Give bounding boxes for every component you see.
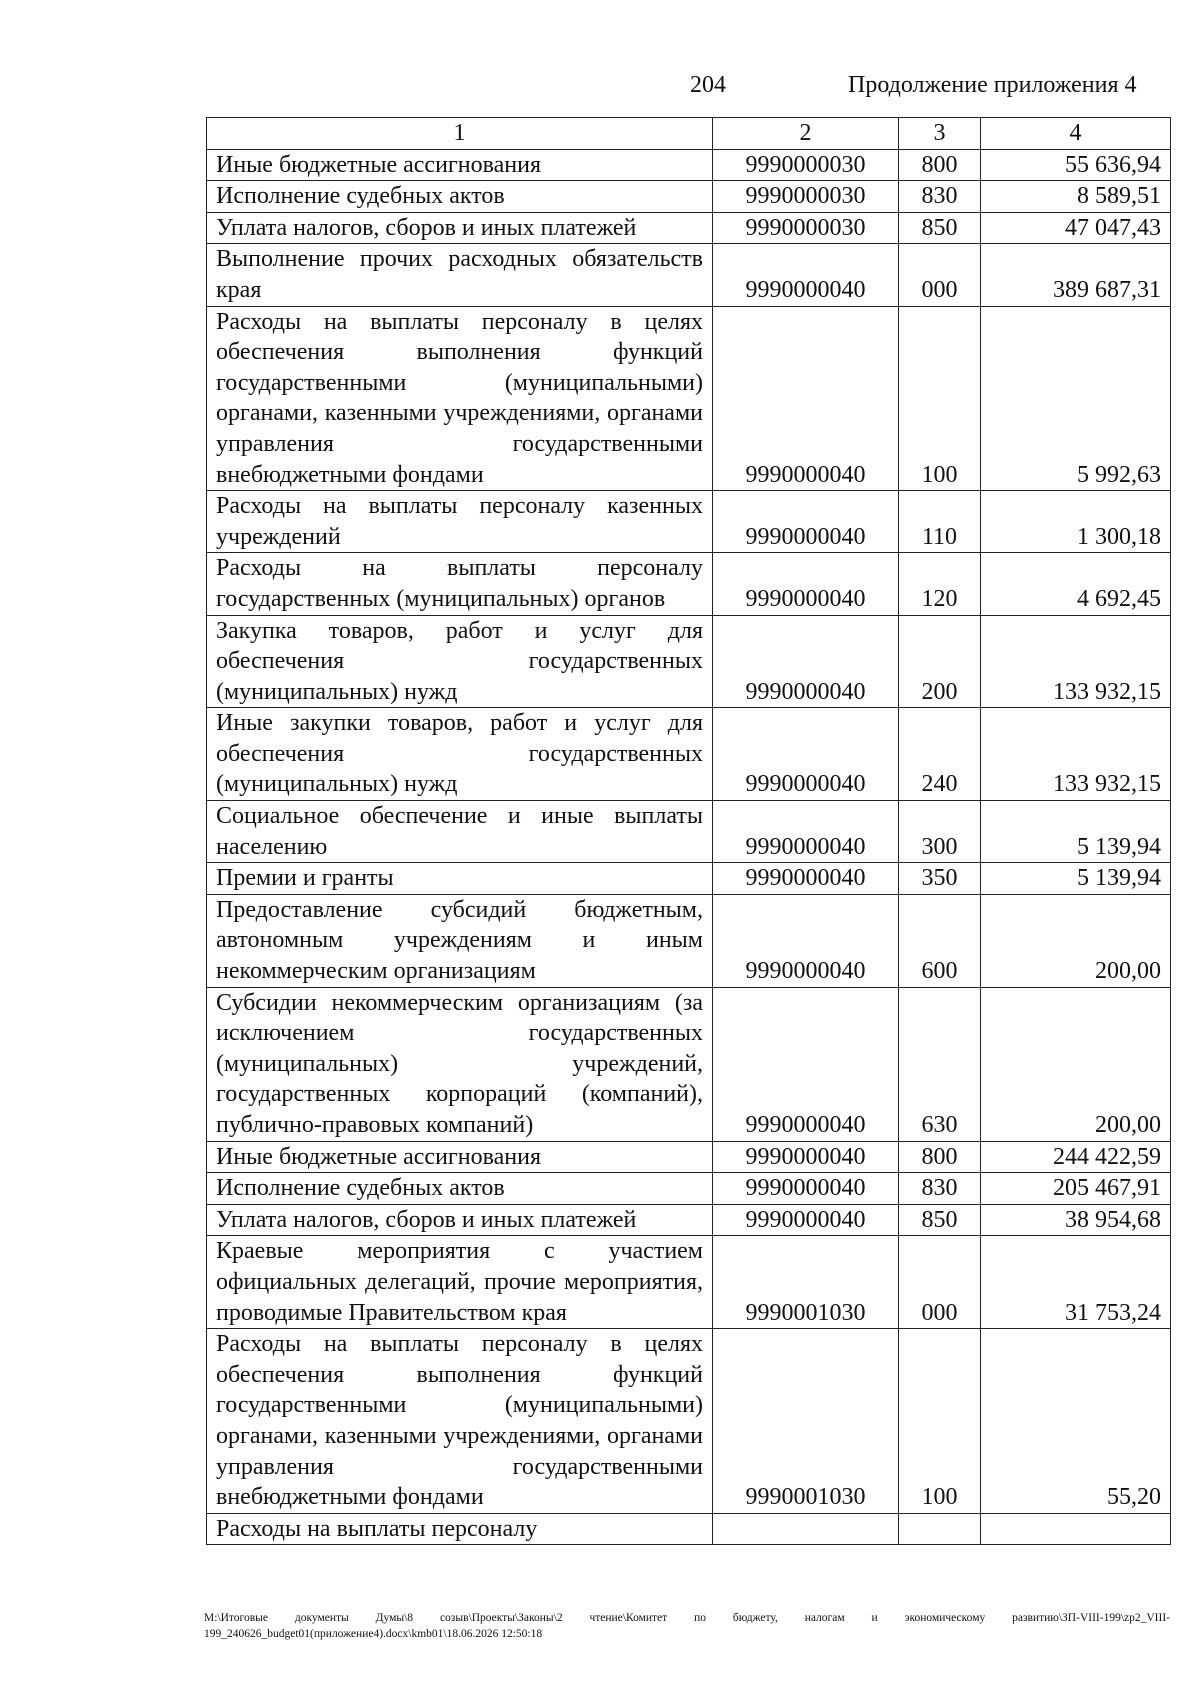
row-code-cell: 9990000040: [713, 553, 899, 615]
row-sum-cell: 31 753,24: [981, 1236, 1171, 1329]
table-row: [207, 1236, 1171, 1329]
row-sum-cell: 133 932,15: [981, 708, 1171, 801]
row-code-cell: 9990000040: [713, 1204, 899, 1236]
row-expense-type-cell: 850: [899, 1204, 981, 1236]
row-sum-cell: 1 300,18: [981, 491, 1171, 553]
row-sum-cell: 205 467,91: [981, 1173, 1171, 1205]
row-name-cell: Уплата налогов, сборов и иных платежей: [207, 212, 713, 244]
row-sum-cell: 244 422,59: [981, 1141, 1171, 1173]
row-sum-cell: 200,00: [981, 987, 1171, 1141]
row-name-cell: Иные закупки товаров, работ и услуг для обеспечения государственных (муниципальных) нужд: [207, 708, 713, 801]
row-sum-cell: 389 687,31: [981, 244, 1171, 306]
row-name-cell: Расходы на выплаты персоналу казенных учреждений: [207, 491, 713, 553]
table-row: [207, 212, 1171, 244]
row-expense-type-cell: 100: [899, 1329, 981, 1514]
row-code-cell: [713, 1513, 899, 1545]
row-sum-cell: 55,20: [981, 1329, 1171, 1514]
row-code-cell: 9990000030: [713, 149, 899, 181]
table-row: [207, 801, 1171, 863]
row-name-cell: Уплата налогов, сборов и иных платежей: [207, 1204, 713, 1236]
row-code-cell: 9990000040: [713, 306, 899, 491]
row-expense-type-cell: 240: [899, 708, 981, 801]
row-sum-cell: [981, 1513, 1171, 1545]
column-header-2: 2: [713, 118, 899, 150]
row-code-cell: 9990000030: [713, 181, 899, 213]
table-row: [207, 708, 1171, 801]
table-row: [207, 1173, 1171, 1205]
row-expense-type-cell: 200: [899, 615, 981, 708]
table-row: [207, 181, 1171, 213]
table-row: [207, 149, 1171, 181]
row-sum-cell: 55 636,94: [981, 149, 1171, 181]
budget-table-body: [207, 118, 1171, 1545]
table-row: [207, 615, 1171, 708]
column-header-1: 1: [207, 118, 713, 150]
row-expense-type-cell: 350: [899, 863, 981, 895]
table-row: [207, 491, 1171, 553]
row-name-cell: Иные бюджетные ассигнования: [207, 149, 713, 181]
row-expense-type-cell: 630: [899, 987, 981, 1141]
table-row: [207, 987, 1171, 1141]
row-code-cell: 9990000040: [713, 894, 899, 987]
row-expense-type-cell: 800: [899, 149, 981, 181]
document-path-footer: М:\Итоговые документы Думы\8 созыв\Проекты\Законы\2 чтение\Комитет по бюджету, налогам и экономическому развитию\ЗП-VIII-199\zp2_VIII-199_240626_budget01(приложение4).docx\kmb01\18.06.2026 12:50:18: [204, 1612, 1170, 1640]
row-expense-type-cell: 120: [899, 553, 981, 615]
table-row: [207, 553, 1171, 615]
row-name-cell: Предоставление субсидий бюджетным, автономным учреждениям и иным некоммерческим организациям: [207, 894, 713, 987]
row-code-cell: 9990000040: [713, 708, 899, 801]
continuation-title: Продолжение приложения 4: [848, 72, 1137, 98]
row-code-cell: 9990000040: [713, 863, 899, 895]
row-sum-cell: 38 954,68: [981, 1204, 1171, 1236]
row-sum-cell: 5 139,94: [981, 801, 1171, 863]
row-expense-type-cell: 800: [899, 1141, 981, 1173]
row-code-cell: 9990000030: [713, 212, 899, 244]
row-name-cell: Закупка товаров, работ и услуг для обеспечения государственных (муниципальных) нужд: [207, 615, 713, 708]
row-name-cell: Расходы на выплаты персоналу в целях обеспечения выполнения функций государственными (муниципальными) органами, казенными учреждениями, органами управления государственными внебюджетными фондами: [207, 306, 713, 491]
row-sum-cell: 4 692,45: [981, 553, 1171, 615]
row-expense-type-cell: 000: [899, 1236, 981, 1329]
row-expense-type-cell: 110: [899, 491, 981, 553]
row-sum-cell: 5 139,94: [981, 863, 1171, 895]
row-code-cell: 9990000040: [713, 987, 899, 1141]
row-code-cell: 9990000040: [713, 1173, 899, 1205]
table-row: [207, 244, 1171, 306]
row-sum-cell: 8 589,51: [981, 181, 1171, 213]
row-expense-type-cell: 850: [899, 212, 981, 244]
row-expense-type-cell: 300: [899, 801, 981, 863]
row-name-cell: Социальное обеспечение и иные выплаты населению: [207, 801, 713, 863]
row-code-cell: 9990001030: [713, 1236, 899, 1329]
row-code-cell: 9990000040: [713, 491, 899, 553]
table-header-row: [207, 118, 1171, 150]
row-name-cell: Расходы на выплаты персоналу: [207, 1513, 713, 1545]
row-name-cell: Исполнение судебных актов: [207, 181, 713, 213]
budget-table: [206, 117, 1171, 1545]
row-name-cell: Иные бюджетные ассигнования: [207, 1141, 713, 1173]
row-name-cell: Исполнение судебных актов: [207, 1173, 713, 1205]
row-sum-cell: 133 932,15: [981, 615, 1171, 708]
table-row: [207, 1513, 1171, 1545]
table-row: [207, 306, 1171, 491]
row-name-cell: Расходы на выплаты персоналу государственных (муниципальных) органов: [207, 553, 713, 615]
row-name-cell: Субсидии некоммерческим организациям (за исключением государственных (муниципальных) учреждений, государственных корпораций (компаний), публично-правовых компаний): [207, 987, 713, 1141]
row-code-cell: 9990000040: [713, 615, 899, 708]
column-header-4: 4: [981, 118, 1171, 150]
table-row: [207, 1204, 1171, 1236]
table-row: [207, 1329, 1171, 1514]
row-expense-type-cell: 100: [899, 306, 981, 491]
row-name-cell: Премии и гранты: [207, 863, 713, 895]
table-row: [207, 863, 1171, 895]
row-expense-type-cell: [899, 1513, 981, 1545]
row-expense-type-cell: 830: [899, 181, 981, 213]
row-code-cell: 9990000040: [713, 801, 899, 863]
row-name-cell: Выполнение прочих расходных обязательств края: [207, 244, 713, 306]
row-code-cell: 9990001030: [713, 1329, 899, 1514]
row-expense-type-cell: 000: [899, 244, 981, 306]
column-header-3: 3: [899, 118, 981, 150]
row-name-cell: Краевые мероприятия с участием официальных делегаций, прочие мероприятия, проводимые Правительством края: [207, 1236, 713, 1329]
table-row: [207, 1141, 1171, 1173]
row-sum-cell: 47 047,43: [981, 212, 1171, 244]
row-sum-cell: 5 992,63: [981, 306, 1171, 491]
row-code-cell: 9990000040: [713, 1141, 899, 1173]
row-sum-cell: 200,00: [981, 894, 1171, 987]
table-row: [207, 894, 1171, 987]
row-name-cell: Расходы на выплаты персоналу в целях обеспечения выполнения функций государственными (муниципальными) органами, казенными учреждениями, органами управления государственными внебюджетными фондами: [207, 1329, 713, 1514]
row-code-cell: 9990000040: [713, 244, 899, 306]
row-expense-type-cell: 600: [899, 894, 981, 987]
page-number: 204: [690, 72, 726, 98]
row-expense-type-cell: 830: [899, 1173, 981, 1205]
